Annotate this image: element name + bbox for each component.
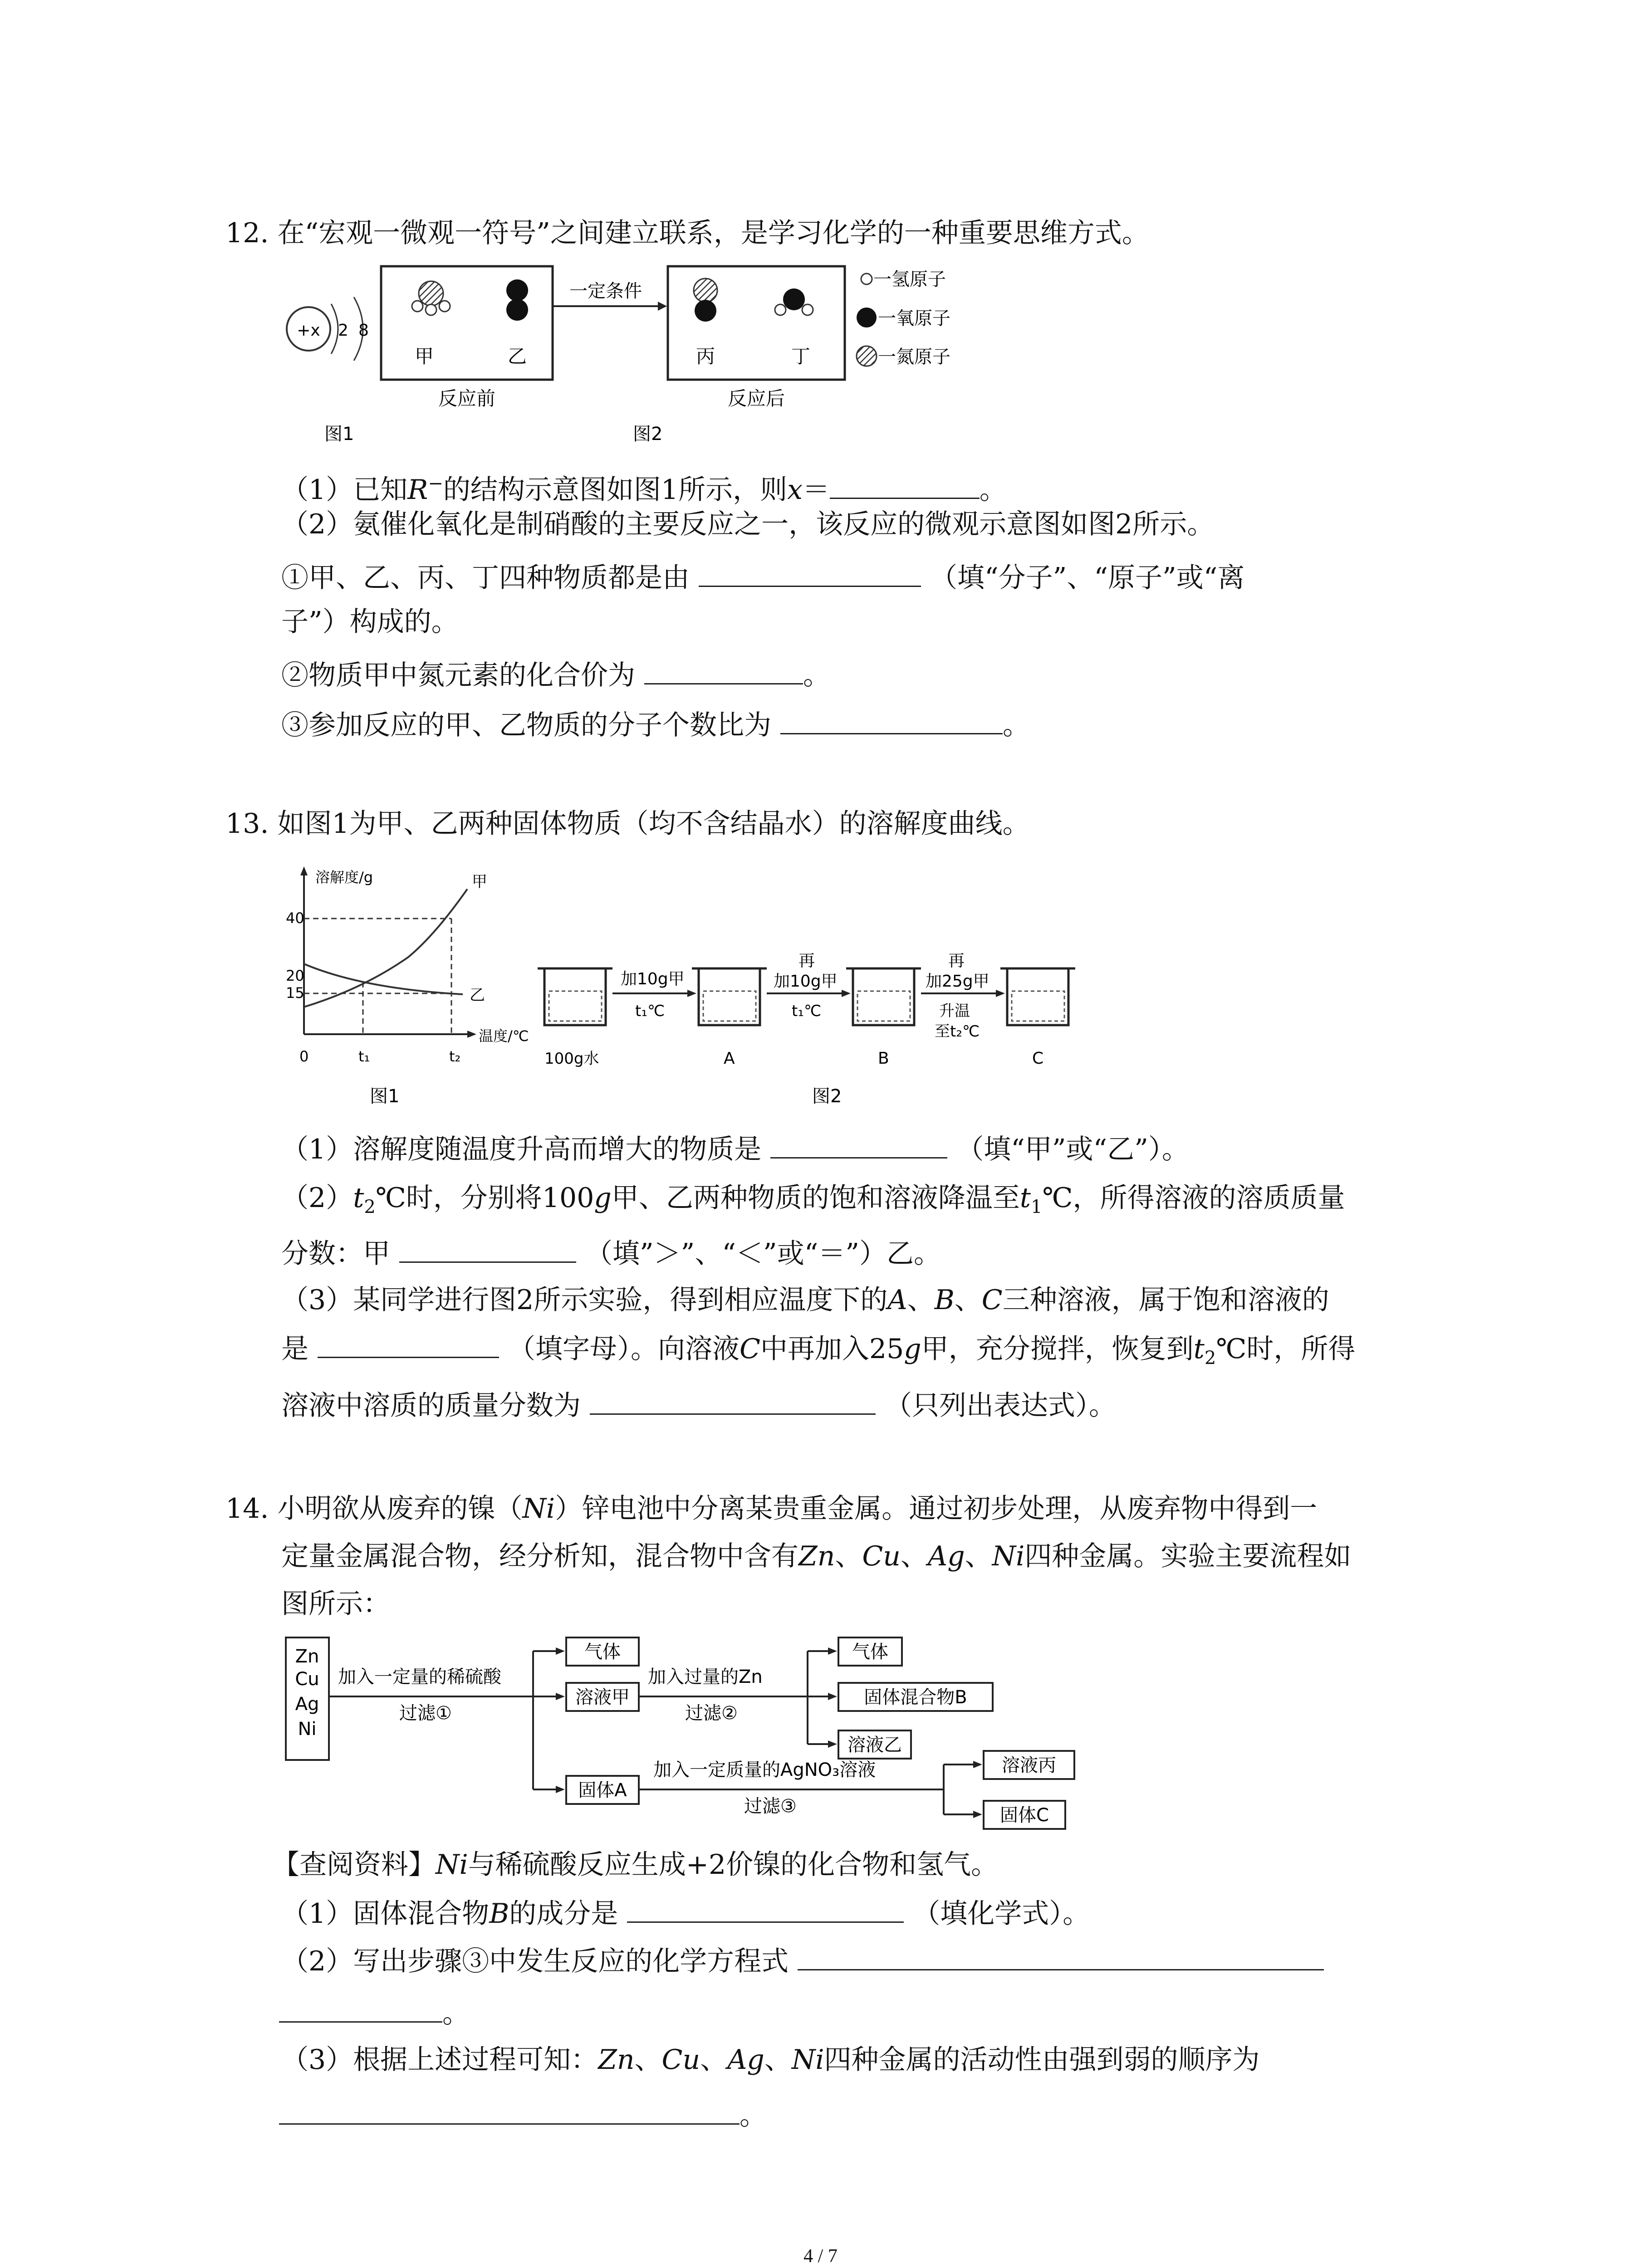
shell-2-count: 8 <box>358 321 369 340</box>
product-solid-b: 固体混合物B <box>864 1687 967 1708</box>
answer-blank-q13-3[interactable] <box>318 1331 499 1358</box>
ytick-40: 40 <box>286 909 304 927</box>
step3-reagent: 加入一定质量的AgNO₃溶液 <box>653 1760 876 1780</box>
q12-stem: 12. 在“宏观一微观一符号”之间建立联系，是学习化学的一种重要思维方式。 <box>225 217 1149 249</box>
answer-blank-q14-2-cont[interactable] <box>279 1996 442 2023</box>
nucleus-label: +x <box>297 321 320 340</box>
beaker-C <box>1000 968 1075 1025</box>
q14-flowchart <box>281 1628 1143 1842</box>
q13-part2: $(2)t_2℃$时，分别将100g甲、乙两种物质的饱和溶液降温至$t_1℃$，所得溶液的溶质质量 <box>281 1182 1345 1217</box>
legend-oxygen: 一氧原子 <box>878 308 950 329</box>
q12-figures <box>281 261 989 460</box>
step1-filter: 过滤① <box>399 1703 452 1724</box>
label-C: C <box>1032 1049 1044 1068</box>
curve-jia <box>304 889 467 1007</box>
legend-nitrogen: 一氮原子 <box>878 347 950 367</box>
metal-ni: Ni <box>298 1719 317 1740</box>
answer-blank-q13-4[interactable] <box>590 1388 876 1415</box>
molecule-ding <box>775 288 813 315</box>
fig2-caption-q13: 图2 <box>812 1086 842 1107</box>
answer-blank-q14-3[interactable] <box>279 2098 740 2125</box>
q14-info: 【查阅资料】Ni与稀硫酸反应生成+2价镍的化合物和氢气。 <box>272 1849 999 1881</box>
atom-legend <box>857 269 950 367</box>
q14-stem-line2: 定量金属混合物，经分析知，混合物中含有Zn、Cu、Ag、Ni四种金属。实验主要流程如 <box>281 1540 1352 1572</box>
q12-part2-1: ①甲、乙、丙、丁四种物质都是由 （填“分子”、“原子”或“离 <box>281 560 1244 594</box>
product-solid-a: 固体A <box>578 1780 627 1801</box>
answer-blank-q12-composition[interactable] <box>699 560 921 587</box>
q14-part3: （3）根据上述过程可知：Zn、Cu、Ag、Ni四种金属的活动性由强到弱的顺序为 <box>281 2044 1260 2076</box>
q13-part3-cont2: 溶液中溶质的质量分数为 （只列出表达式）。 <box>281 1388 1116 1422</box>
step-add-10g-2: 加10g甲 <box>774 972 838 991</box>
q14-part3-cont: 。 <box>279 2098 767 2132</box>
label-jia: 甲 <box>414 345 434 367</box>
ytick-15: 15 <box>286 984 304 1002</box>
curve-yi <box>304 964 463 994</box>
atom-structure-diagram <box>287 297 369 445</box>
series-label-jia: 甲 <box>472 873 487 891</box>
answer-blank-q12-valence[interactable] <box>644 658 803 684</box>
q14-part2: （2）写出步骤③中发生反应的化学方程式 <box>281 1944 1324 1978</box>
label-B: B <box>878 1049 889 1068</box>
step-again-2: 再 <box>948 952 965 970</box>
q13-part1: （1）溶解度随温度升高而增大的物质是 （填“甲”或“乙”）。 <box>281 1132 1189 1166</box>
series-label-yi: 乙 <box>470 986 485 1004</box>
q14-stem-line3: 图所示： <box>281 1588 390 1620</box>
page-number: 4 / 7 <box>803 2246 838 2267</box>
metal-zn: Zn <box>295 1646 319 1667</box>
step2-reagent: 加入过量的Zn <box>648 1667 763 1687</box>
beaker-A <box>692 968 767 1025</box>
beaker-experiment <box>538 952 1075 1107</box>
step-add-10g: 加10g甲 <box>621 970 685 988</box>
chart-ylabel: 溶解度/g <box>315 869 373 886</box>
before-caption: 反应前 <box>438 387 496 410</box>
q12-part2: （2）氨催化氧化是制硝酸的主要反应之一，该反应的微观示意图如图2所示。 <box>281 508 1215 540</box>
molecule-bing <box>694 279 717 322</box>
ytick-20: 20 <box>286 967 304 984</box>
reaction-condition: 一定条件 <box>569 281 642 302</box>
q12-part2-1-cont: 子”）构成的。 <box>281 606 459 638</box>
q13-part3: （3）某同学进行图2所示实验，得到相应温度下的A、B、C三种溶液，属于饱和溶液的 <box>281 1284 1329 1316</box>
legend-hydrogen: 一氢原子 <box>873 269 946 290</box>
xtick-0: 0 <box>299 1048 309 1065</box>
beaker-water <box>538 968 612 1025</box>
product-gas-2: 气体 <box>852 1642 888 1662</box>
after-caption: 反应后 <box>727 387 785 410</box>
product-solution-jia: 溶液甲 <box>575 1687 630 1708</box>
answer-blank-q12-ratio[interactable] <box>780 708 1003 734</box>
xtick-t2: t₂ <box>449 1048 461 1065</box>
shell-1-count: 2 <box>338 321 348 340</box>
q12-part1: （1）已知R−的结构示意图如图1所示，则x＝ 。 <box>281 473 1007 506</box>
step-to-t2: 至t₂℃ <box>935 1022 980 1041</box>
product-solution-yi: 溶液乙 <box>847 1735 902 1755</box>
answer-blank-q13-1[interactable] <box>770 1132 947 1158</box>
solubility-curve-chart <box>286 866 529 1107</box>
metal-cu: Cu <box>295 1669 319 1690</box>
fig2-caption: 图2 <box>633 424 663 445</box>
product-solution-bing: 溶液丙 <box>1002 1755 1056 1776</box>
fig1-caption: 图1 <box>324 424 354 445</box>
product-gas-1: 气体 <box>584 1642 621 1662</box>
step-add-25g: 加25g甲 <box>926 972 989 991</box>
step1-reagent: 加入一定量的稀硫酸 <box>338 1667 501 1687</box>
label-ding: 丁 <box>791 345 811 367</box>
xtick-t1: t₁ <box>358 1048 370 1065</box>
step-temp-t1: t₁℃ <box>635 1002 665 1020</box>
q13-stem: 13. 如图1为甲、乙两种固体物质（均不含结晶水）的溶解度曲线。 <box>225 808 1030 840</box>
step-temp-t1-2: t₁℃ <box>792 1002 822 1020</box>
step-again-1: 再 <box>798 952 815 970</box>
step2-filter: 过滤② <box>685 1703 738 1724</box>
label-bing: 丙 <box>696 345 715 367</box>
molecule-yi <box>506 279 528 321</box>
product-solid-c: 固体C <box>1000 1805 1049 1826</box>
answer-blank-q14-1[interactable] <box>627 1896 904 1923</box>
q14-part2-cont: 。 <box>279 1996 470 2030</box>
metal-ag: Ag <box>295 1694 319 1715</box>
chart-caption: 图1 <box>370 1086 400 1107</box>
answer-blank-q14-2[interactable] <box>798 1944 1324 1970</box>
step-heat: 升温 <box>939 1002 970 1020</box>
beaker-B <box>846 968 921 1025</box>
molecule-jia <box>412 281 450 315</box>
answer-blank-q13-2[interactable] <box>399 1236 576 1263</box>
label-100g-water: 100g水 <box>544 1050 599 1068</box>
q13-part3-cont: 是 （填字母）。向溶液C中再加入25g甲，充分搅拌，恢复到$t_2℃$时，所得 <box>281 1331 1355 1374</box>
label-yi: 乙 <box>507 345 527 367</box>
q13-part2-cont: 分数：甲 （填”＞”、“＜”或“＝”）乙。 <box>281 1236 941 1270</box>
step3-filter: 过滤③ <box>744 1796 797 1817</box>
q14-part1: （1）固体混合物B的成分是 （填化学式）。 <box>281 1896 1090 1930</box>
answer-blank-q12-x[interactable] <box>830 472 980 499</box>
q13-figures <box>272 862 1107 1116</box>
q14-stem-line1: 14. 小明欲从废弃的镍（Ni）锌电池中分离某贵重金属。通过初步处理，从废弃物中得到一 <box>225 1493 1318 1525</box>
chart-xlabel: 温度/℃ <box>479 1027 529 1045</box>
q12-part2-3: ③参加反应的甲、乙物质的分子个数比为 。 <box>281 708 1030 742</box>
q12-part2-2: ②物质甲中氮元素的化合价为 。 <box>281 658 830 692</box>
label-A: A <box>724 1049 735 1068</box>
